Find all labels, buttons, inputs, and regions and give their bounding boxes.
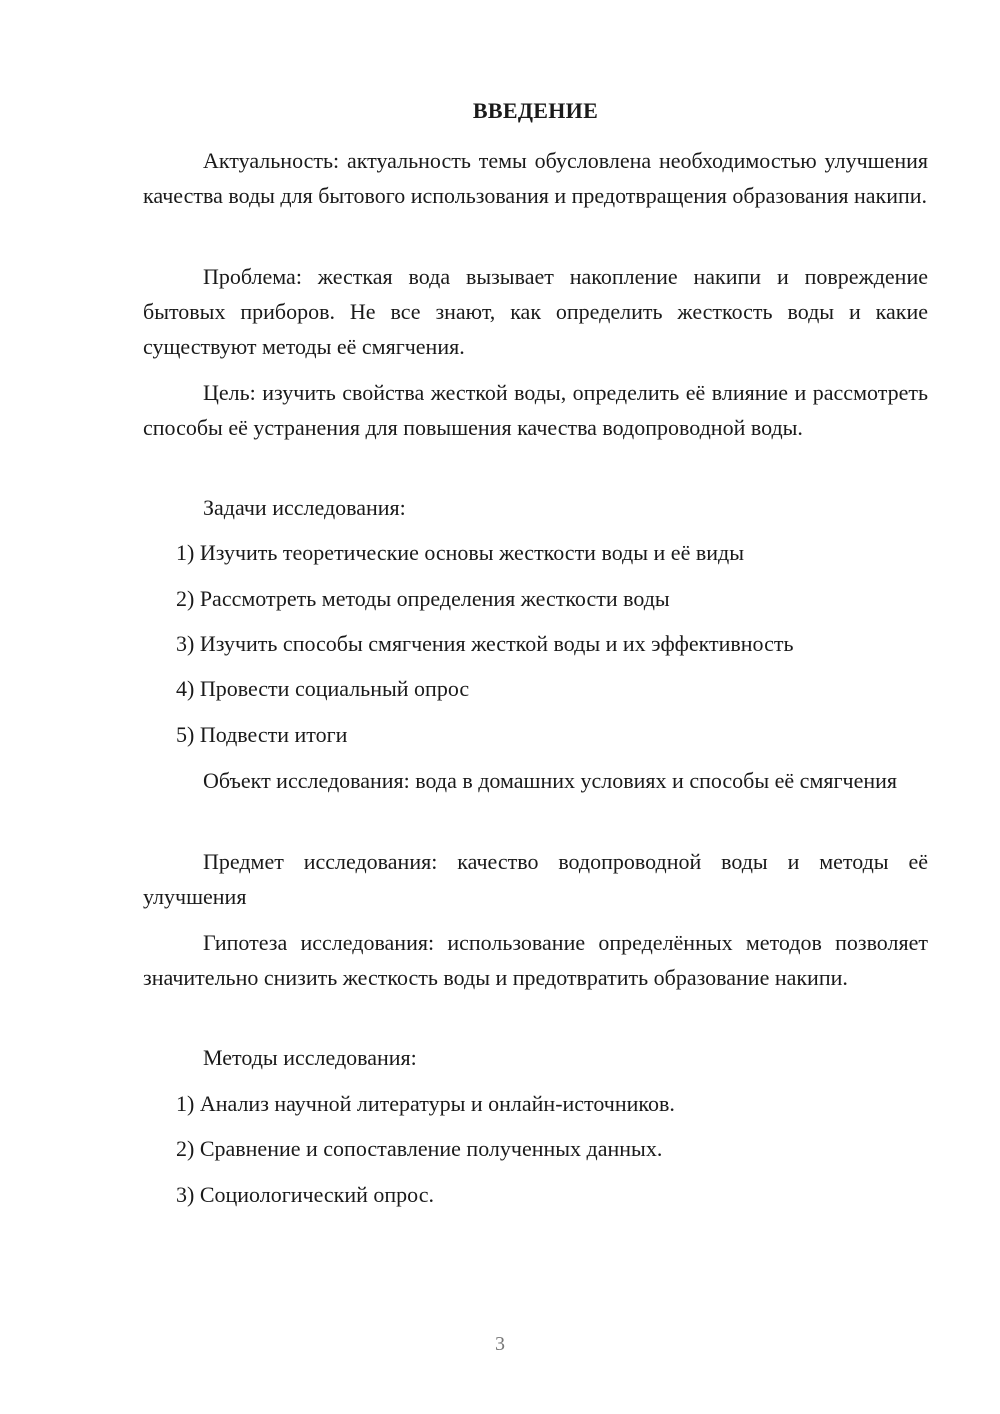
method-item: 3) Социологический опрос. [176, 1182, 434, 1207]
methods-heading: Методы исследования: [203, 1045, 417, 1070]
method-item: 1) Анализ научной литературы и онлайн-источников. [176, 1091, 675, 1116]
task-item: 5) Подвести итоги [176, 722, 348, 747]
paragraph-goal: Цель: изучить свойства жесткой воды, определить её влияние и рассмотреть способы её устранения для повышения качества водопроводной воды. [143, 380, 928, 440]
page-number: 3 [495, 1333, 505, 1355]
tasks-heading: Задачи исследования: [203, 495, 406, 520]
section-title: ВВЕДЕНИЕ [472, 98, 599, 123]
paragraph-hypothesis: Гипотеза исследования: использование определённых методов позволяет значительно снизить жесткость воды и предотвратить образование накипи. [143, 930, 928, 990]
task-item: 4) Провести социальный опрос [176, 676, 470, 701]
method-item: 2) Сравнение и сопоставление полученных данных. [176, 1136, 663, 1161]
task-item: 1) Изучить теоретические основы жесткости воды и её виды [176, 540, 744, 565]
paragraph-object: Объект исследования: вода в домашних условиях и способы её смягчения [203, 768, 897, 793]
paragraph-relevance: Актуальность: актуальность темы обусловлена необходимостью улучшения качества воды для бытового использования и предотвращения образования накипи. [143, 148, 928, 208]
paragraph-problem: Проблема: жесткая вода вызывает накопление накипи и повреждение бытовых приборов. Не все знают, как определить жесткость воды и какие существуют методы её смягчения. [143, 264, 928, 359]
paragraph-subject: Предмет исследования: качество водопроводной воды и методы её улучшения [143, 849, 928, 909]
task-item: 3) Изучить способы смягчения жесткой воды и их эффективность [176, 631, 794, 656]
task-item: 2) Рассмотреть методы определения жесткости воды [176, 586, 670, 611]
